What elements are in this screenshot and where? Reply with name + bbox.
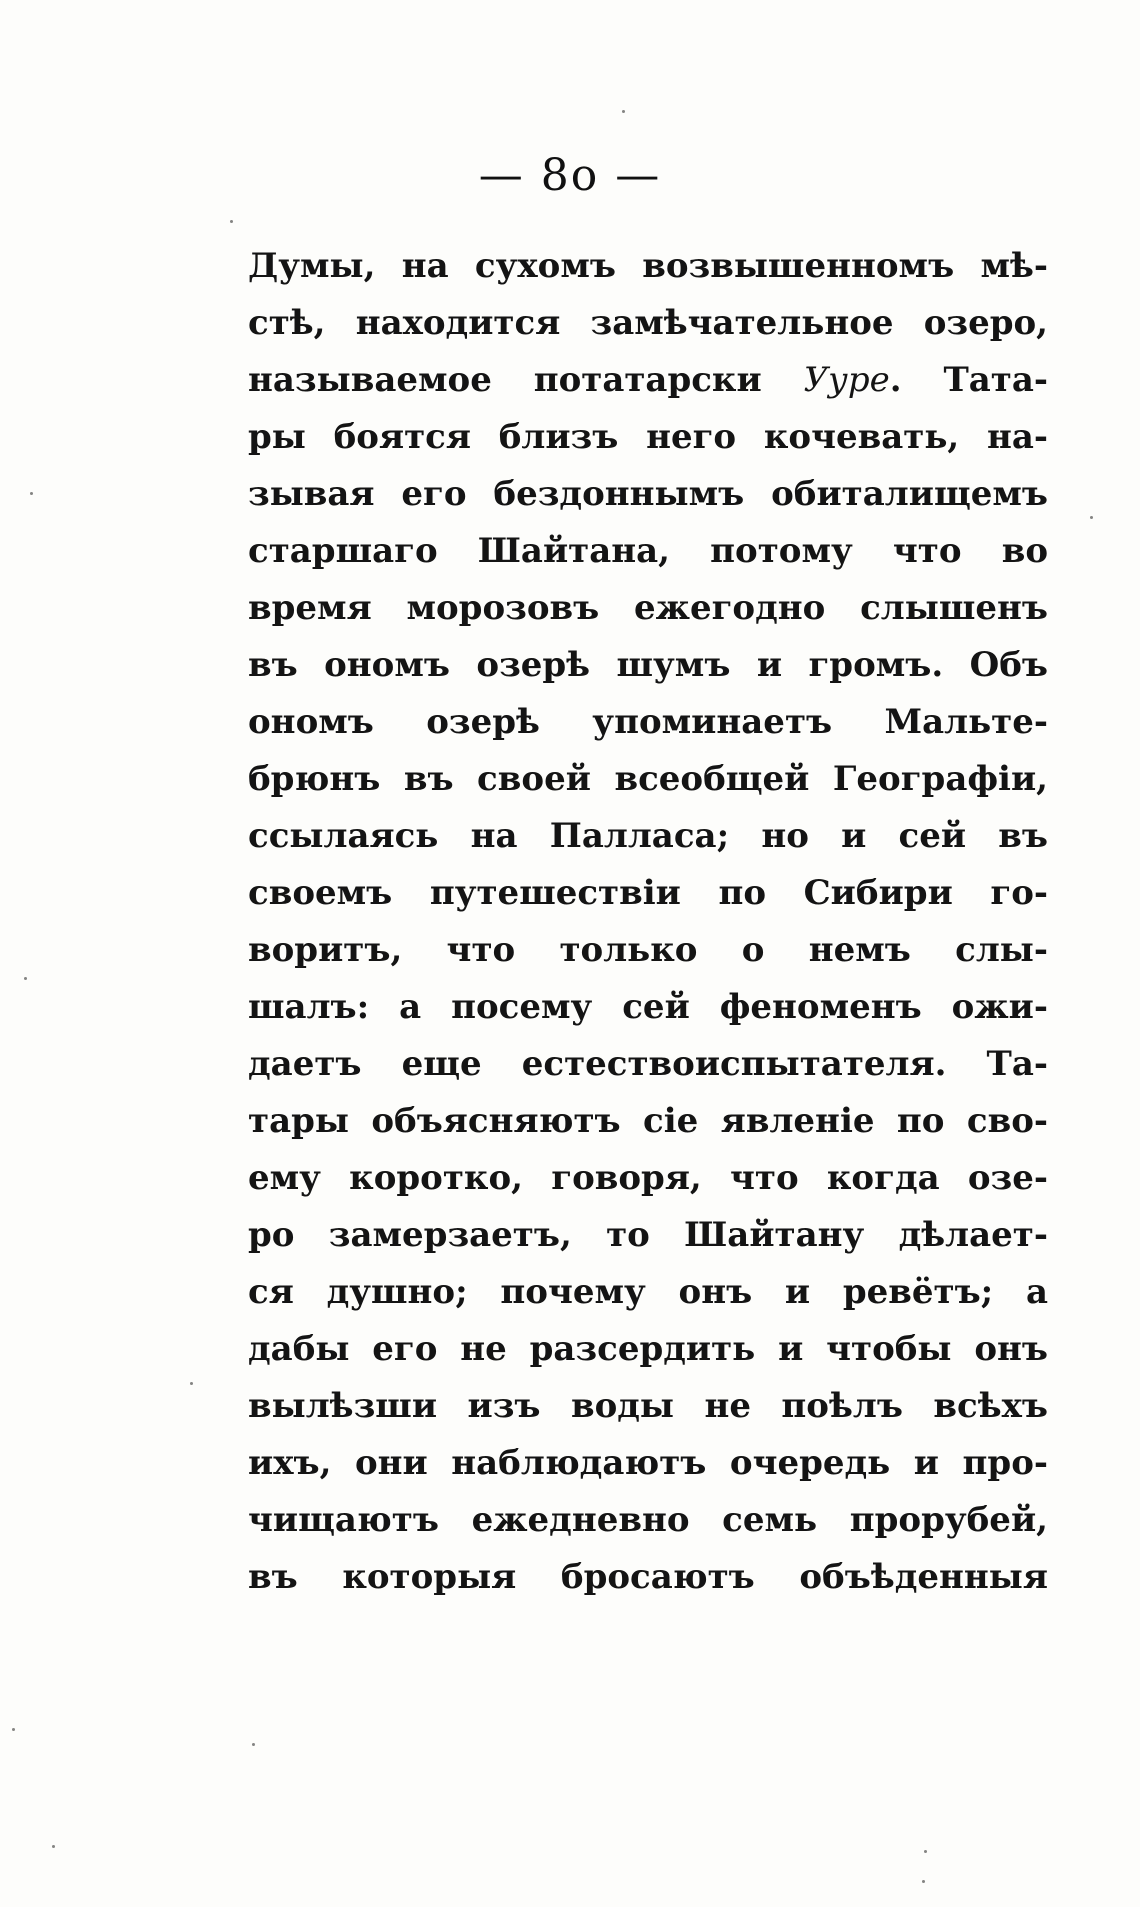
scan-speck	[252, 1743, 255, 1746]
text-line: Думы, на сухомъ возвышенномъ мѣ-	[248, 246, 1048, 286]
text-line: ссылаясь на Палласа; но и сей въ	[248, 816, 1048, 856]
text-line: дабы его не разсердить и чтобы онъ	[248, 1329, 1048, 1369]
scan-speck	[1090, 516, 1093, 519]
text-line: въ ономъ озерѣ шумъ и громъ. Объ	[248, 645, 1048, 685]
text-line: зывая его бездоннымъ обиталищемъ	[248, 474, 1048, 514]
text-line: ро замерзаетъ, то Шайтану дѣлает-	[248, 1215, 1048, 1255]
scan-speck	[24, 977, 27, 980]
scan-speck	[230, 220, 233, 223]
text-line: называемое потатарски Ууре. Тата-	[248, 360, 1048, 400]
text-line: шалъ: а посему сей феноменъ ожи-	[248, 987, 1048, 1027]
text-line: вылѣзши изъ воды не поѣлъ всѣхъ	[248, 1386, 1048, 1426]
text-line: стѣ, находится замѣчательное озеро,	[248, 303, 1048, 343]
text-line: время морозовъ ежегодно слышенъ	[248, 588, 1048, 628]
scan-speck	[12, 1728, 15, 1731]
body-text	[248, 238, 1048, 1606]
scan-speck	[30, 492, 33, 495]
scan-speck	[190, 1382, 193, 1385]
text-line: брюнъ въ своей всеобщей Географіи,	[248, 759, 1048, 799]
italic-word: Ууре	[803, 360, 890, 400]
text-line: старшаго Шайтана, потому что во	[248, 531, 1048, 571]
text-line: ихъ, они наблюдаютъ очередь и про-	[248, 1443, 1048, 1483]
text-line: ономъ озерѣ упоминаетъ Мальте-	[248, 702, 1048, 742]
text-line: воритъ, что только о немъ слы-	[248, 930, 1048, 970]
text-line: ры боятся близъ него кочевать, на-	[248, 417, 1048, 457]
text-line: даетъ еще естествоиспытателя. Та-	[248, 1044, 1048, 1084]
text-line: чищаютъ ежедневно семь прорубей,	[248, 1500, 1048, 1540]
text-line: своемъ путешествіи по Сибири го-	[248, 873, 1048, 913]
text-line: въ которыя бросаютъ объѣденныя	[248, 1557, 1048, 1597]
text-line: ся душно; почему онъ и ревётъ; а	[248, 1272, 1048, 1312]
scan-speck	[924, 1850, 927, 1853]
scan-speck	[622, 110, 625, 113]
text-line: ему коротко, говоря, что когда озе-	[248, 1158, 1048, 1198]
scan-speck	[922, 1880, 925, 1883]
scan-speck	[52, 1845, 55, 1848]
page-number: — 8o —	[478, 150, 662, 201]
text-line: тары объясняютъ сіе явленіе по сво-	[248, 1101, 1048, 1141]
